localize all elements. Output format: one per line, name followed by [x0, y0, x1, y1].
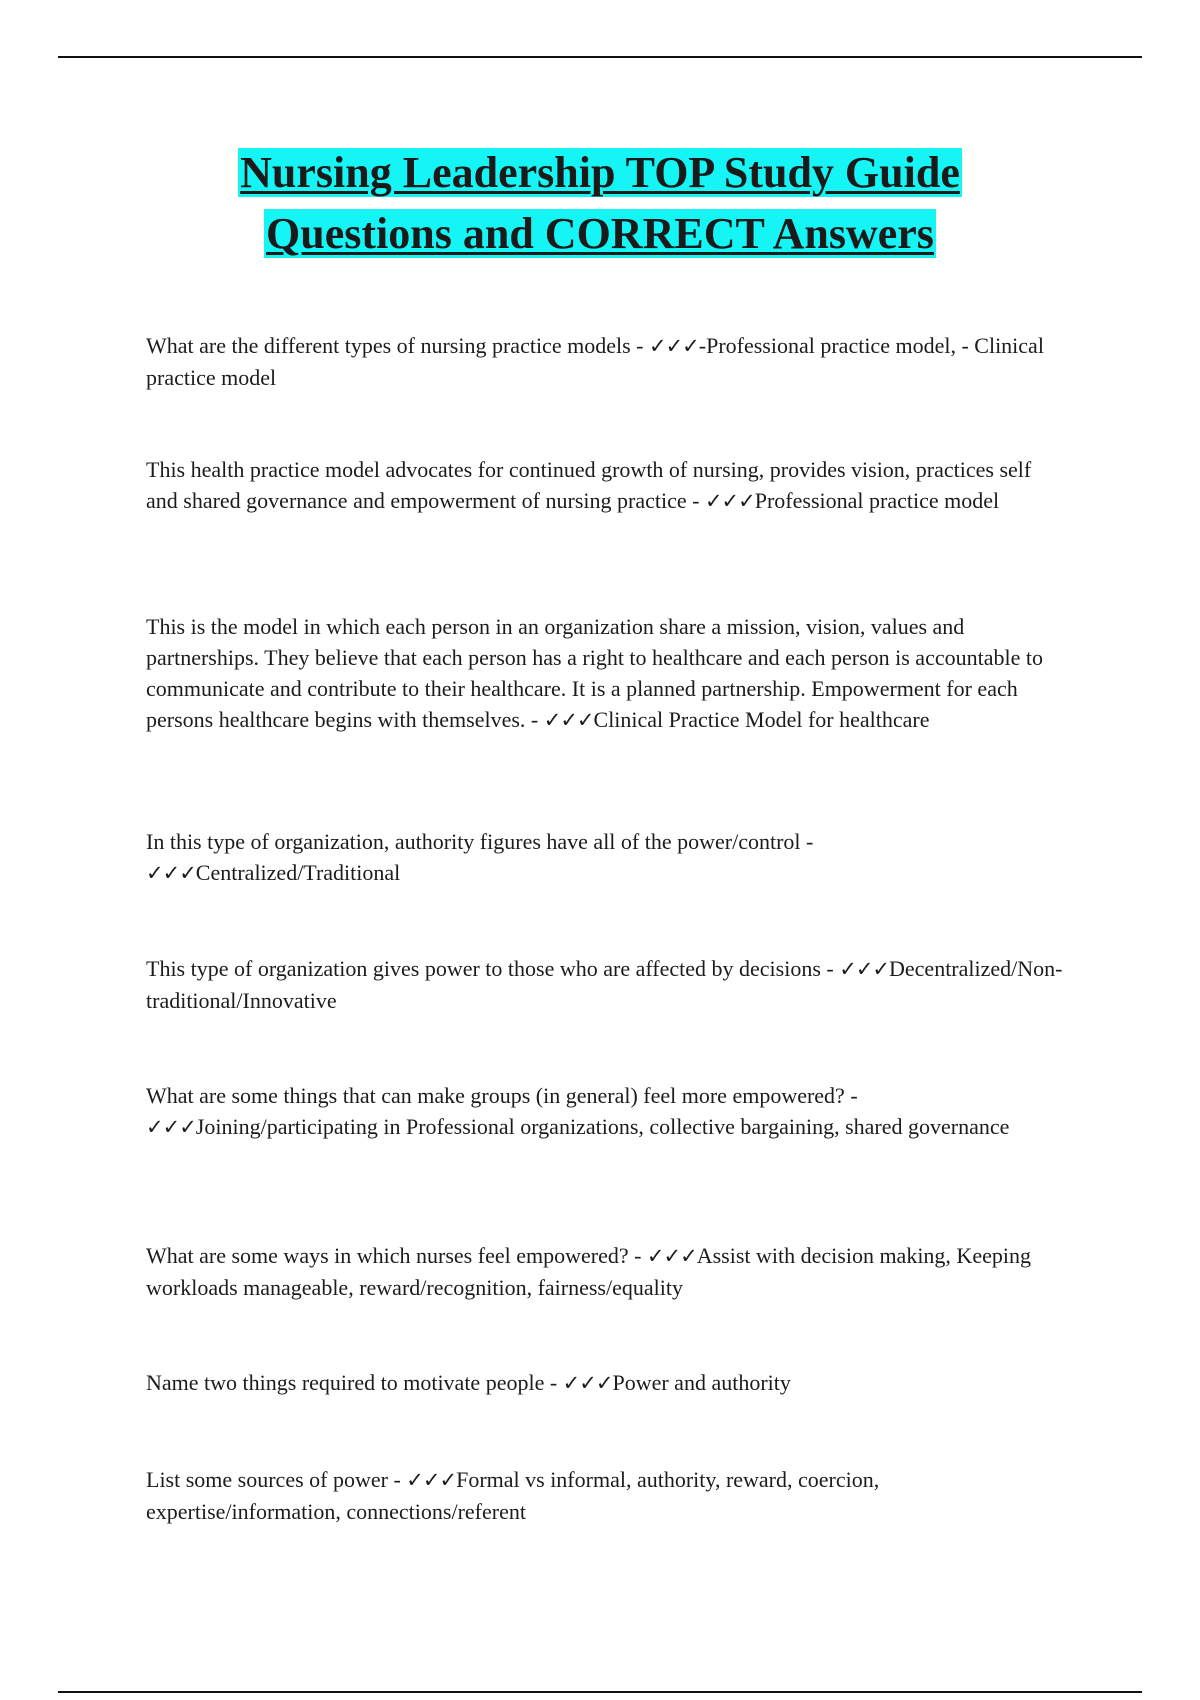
check-icon: ✓✓✓: [562, 1371, 613, 1395]
qa-item: [146, 611, 1066, 736]
answer-text: Professional practice model: [754, 488, 1000, 513]
qa-item: [146, 953, 1066, 1016]
check-icon: ✓✓✓: [543, 708, 594, 732]
question-text: This is the model in which each person in an organization share a mission, vision, values and partnerships. They believe that each person has a right to healthcare and each person is accountable to communicate and contribute to their healthcare. It is a planned partnership. Empowerment for each persons healthcare begins with themselves. -: [146, 614, 1043, 732]
question-text: List some sources of power -: [146, 1467, 407, 1492]
top-rule: [58, 56, 1142, 58]
answer-text: Assist with decision making, Keeping workloads manageable, reward/recognition, fairness/equality: [146, 1243, 1031, 1300]
question-text: In this type of organization, authority figures have all of the power/control -: [146, 829, 814, 854]
check-icon: ✓✓✓: [704, 489, 755, 513]
title-line-1: Nursing Leadership TOP Study Guide: [240, 148, 960, 197]
question-text: What are the different types of nursing practice models -: [146, 333, 649, 358]
qa-item: [146, 454, 1066, 517]
qa-item: [146, 1080, 1066, 1143]
qa-item: [146, 1240, 1066, 1303]
check-icon: ✓✓✓: [646, 1244, 697, 1268]
answer-text: Formal vs informal, authority, reward, coercion, expertise/information, connections/referent: [146, 1467, 880, 1524]
qa-item: [146, 1367, 1066, 1399]
qa-item: [146, 330, 1066, 393]
page-title: [0, 142, 1200, 264]
question-text: What are some ways in which nurses feel empowered? -: [146, 1243, 647, 1268]
question-text: This type of organization gives power to those who are affected by decisions -: [146, 956, 840, 981]
check-icon: ✓✓✓: [648, 334, 699, 358]
answer-text: Clinical Practice Model for healthcare: [593, 707, 930, 732]
answer-text: -Professional practice model, - Clinical practice model: [146, 333, 1044, 390]
answer-text: Decentralized/Non-traditional/Innovative: [146, 956, 1063, 1013]
answer-text: Centralized/Traditional: [195, 860, 401, 885]
check-icon: ✓✓✓: [839, 957, 890, 981]
answer-text: Joining/participating in Professional organizations, collective bargaining, shared governance: [195, 1114, 1010, 1139]
answer-text: Power and authority: [612, 1370, 791, 1395]
question-text: This health practice model advocates for continued growth of nursing, provides vision, practices self and shared governance and empowerment of nursing practice -: [146, 457, 1032, 513]
check-icon: ✓✓✓: [406, 1468, 457, 1492]
check-icon: ✓✓✓: [146, 861, 196, 885]
bottom-rule: [58, 1691, 1142, 1693]
check-icon: ✓✓✓: [146, 1115, 196, 1139]
question-text: What are some things that can make groups (in general) feel more empowered? -: [146, 1083, 858, 1108]
title-line-2: Questions and CORRECT Answers: [266, 209, 934, 258]
qa-item: [146, 1464, 1066, 1527]
qa-item: [146, 826, 1066, 889]
question-text: Name two things required to motivate people -: [146, 1370, 563, 1395]
